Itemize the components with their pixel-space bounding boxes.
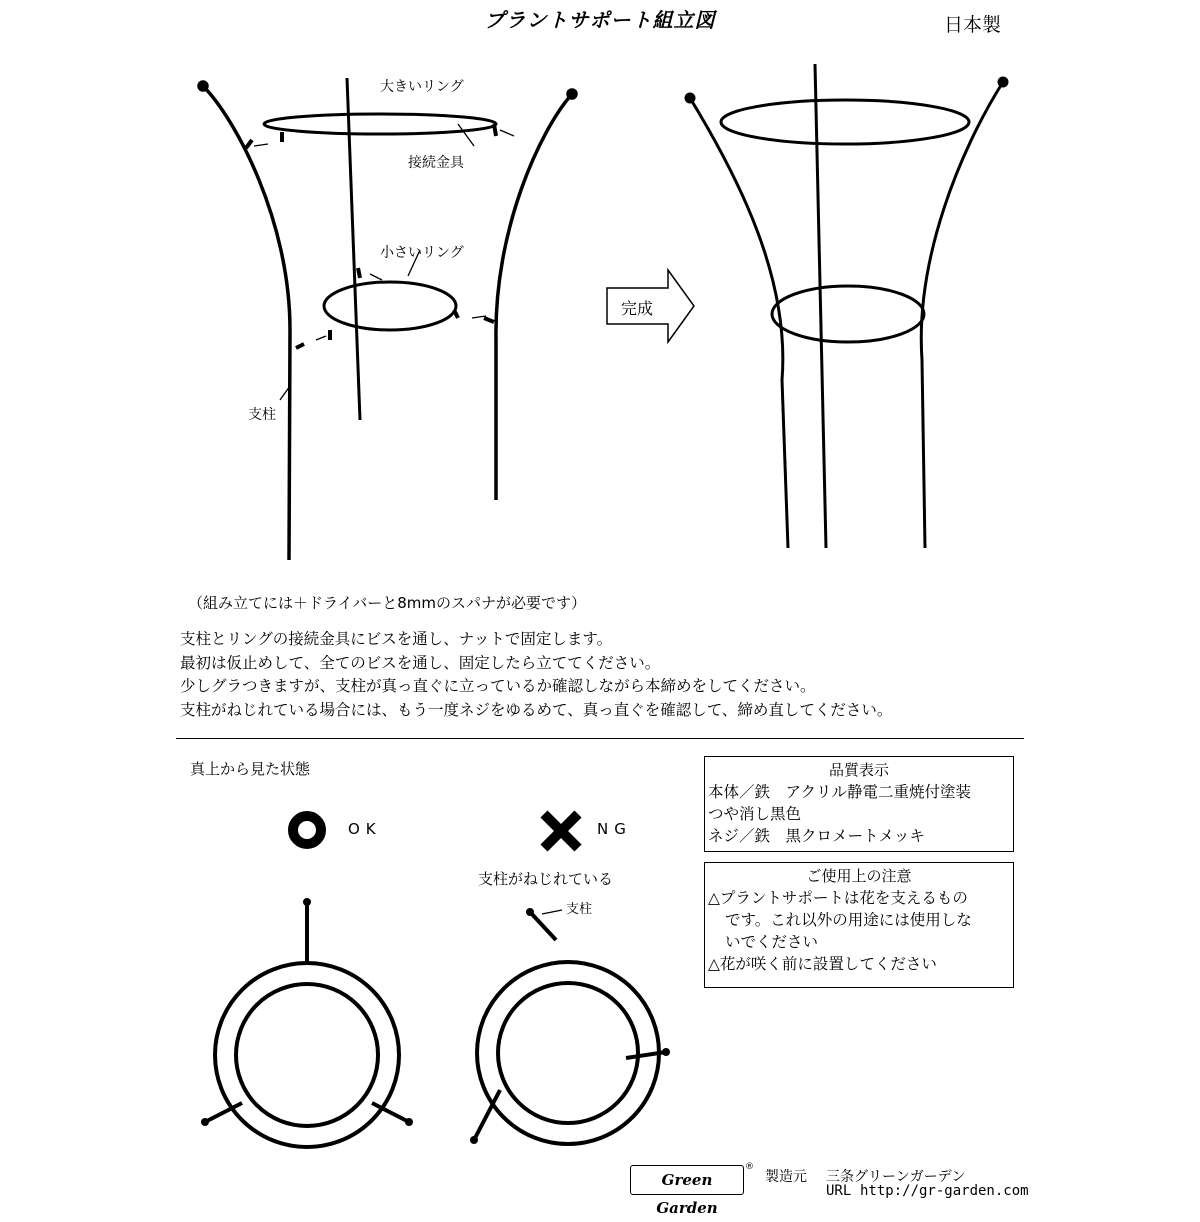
ng-post-top [530, 912, 556, 940]
caution-line: △プラントサポートは花を支えるもの [708, 889, 968, 907]
assembled-view [686, 64, 1007, 548]
url-label: URL [826, 1183, 852, 1199]
maker-name: 三条グリーンガーデン [826, 1169, 966, 1185]
caution-line: です。これ以外の用途には使用しな [725, 911, 972, 929]
right-post [496, 94, 572, 500]
instruction-line: 支柱がねじれている場合には、もう一度ネジをゆるめて、真っ直ぐを確認して、締め直してください。 [180, 700, 893, 719]
assembled-center-post [815, 64, 826, 548]
left-post-cap [199, 82, 207, 90]
leader-arrows [254, 124, 514, 400]
top-view-title: 真上から見た状態 [190, 760, 311, 778]
assembled-left-cap [686, 94, 694, 102]
instruction-line: 最初は仮止めして、全てのビスを通し、固定したら立ててください。 [180, 653, 661, 672]
instruction-paragraph [180, 628, 892, 722]
page-title: プラントサポート組立図 [484, 8, 716, 32]
ok-top-view [205, 902, 409, 1147]
assembled-right-cap [999, 78, 1007, 86]
caution-box [704, 862, 1014, 988]
quality-line: つや消し黒色 [708, 805, 802, 823]
small-ring-label: 小さいリング [380, 245, 464, 261]
assembled-right-post [921, 82, 1003, 548]
complete-label: 完成 [621, 299, 654, 318]
maker-url[interactable]: http://gr-garden.com [860, 1183, 1029, 1199]
quality-line: 本体／鉄 アクリル静電二重焼付塗装 [708, 783, 972, 801]
small-ring [324, 282, 456, 330]
ng-top-view [474, 912, 666, 1144]
top-view-diagrams [0, 790, 700, 1200]
connector-label: 接続金具 [408, 155, 464, 171]
caution-line: いでください [725, 933, 819, 951]
tools-note: （組み立てには＋ドライバーと8mmのスパナが必要です） [188, 594, 587, 612]
caution-title: ご使用上の注意 [806, 867, 912, 885]
quality-title: 品質表示 [828, 761, 889, 779]
assembled-left-post [690, 98, 788, 548]
ok-label: OK [348, 820, 382, 838]
center-post [347, 78, 360, 420]
left-post [203, 86, 290, 560]
section-divider [176, 738, 1024, 739]
caution-line: △花が咲く前に設置してください [708, 955, 937, 973]
ok-mark-icon [293, 816, 321, 844]
brand-logo: Green Garden [630, 1165, 744, 1195]
ng-caption: 支柱がねじれている [478, 870, 614, 888]
assembled-large-ring [721, 100, 969, 144]
assembly-diagram [0, 0, 1200, 600]
right-post-cap [568, 90, 576, 98]
ng-label: NG [597, 820, 632, 838]
ng-post-label: 支柱 [566, 902, 593, 917]
large-ring [264, 114, 496, 134]
maker-label: 製造元 [765, 1169, 807, 1185]
assembled-small-ring [772, 286, 924, 342]
large-ring-label: 大きいリング [380, 79, 464, 95]
instruction-line: 支柱とリングの接続金具にビスを通し、ナットで固定します。 [180, 630, 613, 648]
instruction-line: 少しグラつきますが、支柱が真っ直ぐに立っているか確認しながら本締めをしてください。 [180, 677, 816, 695]
exploded-view [199, 78, 576, 560]
made-in-label: 日本製 [944, 14, 1002, 36]
ng-mark-icon [544, 814, 578, 848]
quality-line: ネジ／鉄 黒クロメートメッキ [708, 827, 925, 845]
quality-box [704, 756, 1014, 852]
registered-mark: ® [745, 1162, 754, 1172]
post-label: 支柱 [248, 407, 276, 423]
